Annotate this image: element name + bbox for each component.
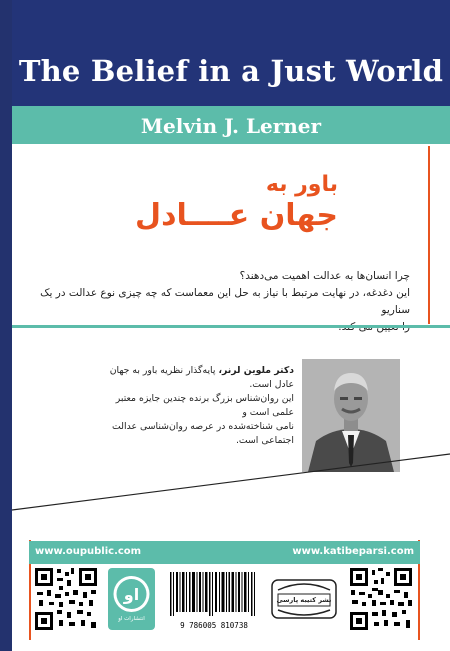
book-spine xyxy=(0,0,12,651)
logo-left-caption: انتشارات او xyxy=(118,616,145,622)
bio-line: این روان‌شناس بزرگ برنده چندین جایزه معتبر علمی است و xyxy=(115,393,294,418)
qr-code-right-icon xyxy=(348,566,414,632)
isbn-barcode xyxy=(164,570,264,630)
svg-text:او: او xyxy=(123,585,140,604)
publisher-logo-left xyxy=(108,568,155,630)
publisher-url-right[interactable]: www.katibeparsi.com xyxy=(292,546,414,557)
persian-title-line-2: جهان عــــادل xyxy=(135,198,338,233)
book-title: The Belief in a Just World xyxy=(18,54,444,88)
author-bio xyxy=(100,364,294,448)
blurb-line: چرا انسان‌ها به عدالت اهمیت می‌دهند؟ xyxy=(239,270,410,282)
qr-code-left-icon xyxy=(33,566,99,632)
publisher-logo-right xyxy=(270,576,338,622)
blurb-line: این دغدغه، در نهایت مرتبط با نیاز به حل این معماست که چه چیزی نوع عدالت در یک سناریو xyxy=(40,287,410,316)
bio-line xyxy=(100,364,294,392)
author-band xyxy=(12,106,450,144)
logo-right-caption: نشر کتیبه پارسی xyxy=(276,596,332,604)
bio-line: نامی شناخته‌شده در عرصه روان‌شناسی عدالت اجتماعی است. xyxy=(112,421,294,446)
publisher-url-left[interactable]: www.oupublic.com xyxy=(35,546,142,557)
accent-vertical-line xyxy=(428,146,430,324)
author-name: Melvin J. Lerner xyxy=(140,114,322,138)
decorative-diagonal-line xyxy=(12,452,450,512)
footer-url-bar xyxy=(29,541,420,564)
isbn-number: 9 786005 810738 xyxy=(180,621,248,630)
title-band xyxy=(12,0,450,106)
section-divider xyxy=(12,325,450,328)
barcode-icon xyxy=(164,570,264,618)
bio-author-name: دکتر ملوین لرنر، xyxy=(218,365,294,376)
persian-title-line-1: باور به xyxy=(265,172,338,197)
bio-line-text: پایه‌گذار نظریه باور به جهان عادل است. xyxy=(109,365,294,390)
